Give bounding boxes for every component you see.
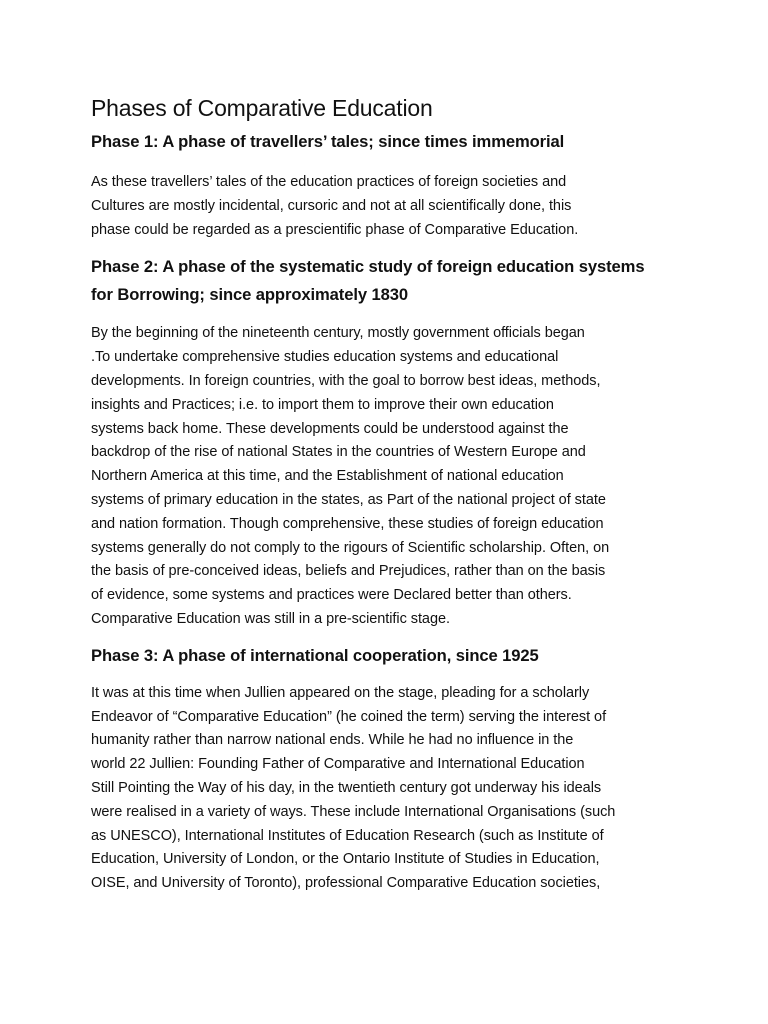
paragraph-line: Cultures are mostly incidental, cursoric and not at all scientifically done, this — [91, 197, 572, 214]
phase-3-paragraph — [91, 682, 691, 896]
paragraph-line: developments. In foreign countries, with the goal to borrow best ideas, methods, — [91, 372, 601, 389]
document-page — [91, 88, 691, 896]
paragraph-line: insights and Practices; i.e. to import them to improve their own education — [91, 396, 554, 413]
paragraph-line: systems generally do not comply to the rigours of Scientific scholarship. Often, on — [91, 539, 610, 556]
paragraph-line: Comparative Education was still in a pre-scientific stage. — [91, 610, 450, 627]
paragraph-line: the basis of pre-conceived ideas, beliefs and Prejudices, rather than on the basis — [91, 563, 606, 580]
phase-1-heading: Phase 1: A phase of travellers’ tales; since times immemorial — [91, 132, 565, 151]
paragraph-line: Endeavor of “Comparative Education” (he coined the term) serving the interest of — [91, 708, 607, 725]
paragraph-line: As these travellers’ tales of the education practices of foreign societies and — [91, 174, 567, 190]
paragraph-line: backdrop of the rise of national States in the countries of Western Europe and — [91, 444, 586, 461]
paragraph-line: .To undertake comprehensive studies education systems and educational — [91, 349, 559, 366]
phase-2-heading — [91, 253, 691, 309]
paragraph-line: humanity rather than narrow national ends. While he had no influence in the — [91, 732, 574, 749]
paragraph-line: Education, University of London, or the Ontario Institute of Studies in Education, — [91, 851, 600, 868]
paragraph-line: world 22 Jullien: Founding Father of Comparative and International Education — [91, 756, 585, 773]
phase-2-paragraph — [91, 322, 691, 631]
paragraph-line: OISE, and University of Toronto), professional Comparative Education societies, — [91, 875, 601, 892]
paragraph-line: Northern America at this time, and the Establishment of national education — [91, 468, 564, 485]
paragraph-line: systems of primary education in the states, as Part of the national project of state — [91, 491, 606, 508]
paragraph-line: It was at this time when Jullien appeared on the stage, pleading for a scholarly — [91, 684, 590, 701]
paragraph-line: Still Pointing the Way of his day, in the twentieth century got underway his ideals — [91, 779, 602, 796]
heading-line: for Borrowing; since approximately 1830 — [91, 285, 409, 305]
document-title: Phases of Comparative Education — [91, 95, 433, 121]
paragraph-line: of evidence, some systems and practices were Declared better than others. — [91, 587, 572, 604]
paragraph-line: and nation formation. Though comprehensive, these studies of foreign education — [91, 515, 604, 532]
paragraph-line: were realised in a variety of ways. These include International Organisations (such — [91, 803, 616, 820]
paragraph-line: phase could be regarded as a prescientific phase of Comparative Education. — [91, 221, 579, 238]
paragraph-line: By the beginning of the nineteenth century, mostly government officials began — [91, 325, 585, 342]
heading-line: Phase 2: A phase of the systematic study of foreign education systems — [91, 257, 645, 277]
phase-3-heading: Phase 3: A phase of international cooperation, since 1925 — [91, 645, 539, 665]
paragraph-line: systems back home. These developments could be understood against the — [91, 420, 569, 437]
paragraph-line: as UNESCO), International Institutes of Education Research (such as Institute of — [91, 827, 604, 844]
phase-1-paragraph — [91, 171, 691, 242]
